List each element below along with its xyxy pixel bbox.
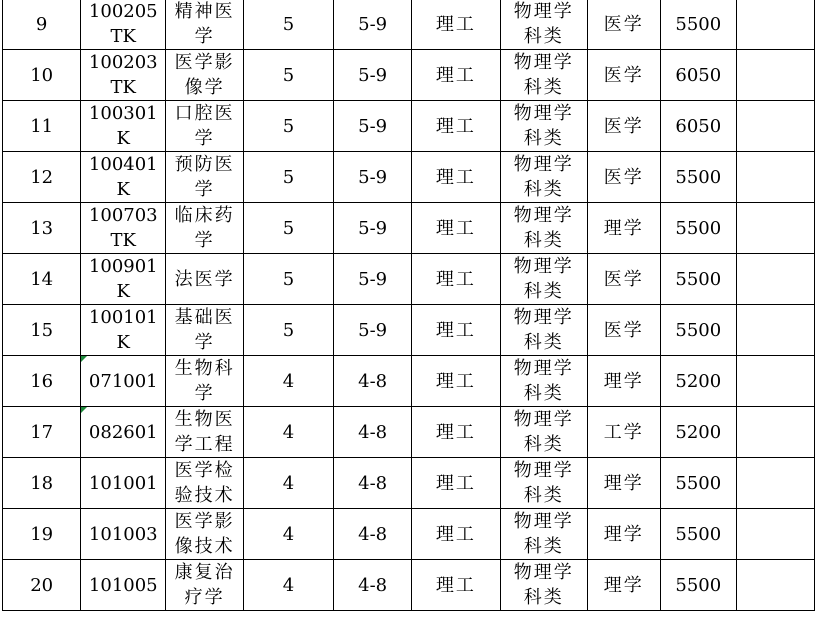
row-number-cell <box>3 203 81 254</box>
tuition-cell <box>660 101 736 152</box>
study-range-cell <box>333 0 411 50</box>
category-cell <box>412 560 500 611</box>
study-range-cell <box>333 458 411 509</box>
study-range-text: 4-8 <box>358 574 388 596</box>
major-code-cell <box>81 203 166 254</box>
degree-cell <box>587 152 660 203</box>
study-range-cell <box>333 356 411 407</box>
table-row <box>3 50 815 101</box>
major-name-cell <box>166 254 244 305</box>
major-name-text: 基础医学 <box>174 307 235 353</box>
study-years-text: 4 <box>282 472 295 494</box>
row-number-cell <box>3 305 81 356</box>
category-text: 理工 <box>435 13 476 35</box>
tuition-cell <box>660 458 736 509</box>
study-years-text: 4 <box>282 421 295 443</box>
major-code-cell <box>81 0 166 50</box>
category-cell <box>412 509 500 560</box>
subject-req-cell <box>500 560 587 611</box>
major-code-cell <box>81 152 166 203</box>
tuition-cell <box>660 560 736 611</box>
study-range-cell <box>333 152 411 203</box>
major-code-cell <box>81 254 166 305</box>
row-number-cell <box>3 407 81 458</box>
table-row <box>3 305 815 356</box>
subject-req-cell <box>500 356 587 407</box>
category-text: 理工 <box>435 370 476 392</box>
table-row <box>3 407 815 458</box>
degree-text: 理学 <box>603 370 644 392</box>
subject-req-text: 物理学科类 <box>513 103 574 149</box>
subject-req-text: 物理学科类 <box>513 1 574 47</box>
major-code-text: 100401K <box>88 154 158 200</box>
tuition-text: 5200 <box>675 370 722 392</box>
row-number-text: 10 <box>30 64 54 86</box>
row-number-cell <box>3 254 81 305</box>
subject-req-text: 物理学科类 <box>513 409 574 455</box>
major-code-cell <box>81 356 166 407</box>
study-years-text: 5 <box>282 319 295 341</box>
degree-text: 医学 <box>603 115 644 137</box>
subject-req-cell <box>500 509 587 560</box>
category-text: 理工 <box>435 574 476 596</box>
major-name-text: 精神医学 <box>174 1 235 47</box>
study-years-cell <box>244 560 334 611</box>
tuition-text: 6050 <box>675 64 722 86</box>
category-cell <box>412 407 500 458</box>
study-range-text: 5-9 <box>358 268 388 290</box>
major-name-cell <box>166 152 244 203</box>
tuition-text: 5500 <box>675 319 722 341</box>
tuition-cell <box>660 203 736 254</box>
subject-req-cell <box>500 407 587 458</box>
row-number-cell <box>3 356 81 407</box>
study-years-cell <box>244 0 334 50</box>
subject-req-cell <box>500 50 587 101</box>
study-years-cell <box>244 203 334 254</box>
major-code-cell <box>81 560 166 611</box>
study-years-cell <box>244 458 334 509</box>
study-range-cell <box>333 254 411 305</box>
category-cell <box>412 203 500 254</box>
table-row <box>3 254 815 305</box>
study-range-text: 4-8 <box>358 421 388 443</box>
remarks-cell <box>736 0 814 50</box>
row-number-text: 20 <box>30 574 54 596</box>
major-code-cell <box>81 50 166 101</box>
category-text: 理工 <box>435 115 476 137</box>
subject-req-cell <box>500 254 587 305</box>
study-years-text: 4 <box>282 370 295 392</box>
degree-cell <box>587 101 660 152</box>
major-name-text: 生物医学工程 <box>174 409 235 455</box>
table-row <box>3 0 815 50</box>
degree-text: 理学 <box>603 472 644 494</box>
study-years-text: 5 <box>282 13 295 35</box>
subject-req-cell <box>500 458 587 509</box>
major-code-text: 100203TK <box>88 52 158 98</box>
major-code-text: 071001 <box>88 370 158 392</box>
study-years-cell <box>244 356 334 407</box>
major-name-cell <box>166 407 244 458</box>
remarks-cell <box>736 509 814 560</box>
remarks-cell <box>736 560 814 611</box>
row-number-text: 11 <box>30 115 54 137</box>
tuition-cell <box>660 50 736 101</box>
study-years-text: 5 <box>282 64 295 86</box>
major-name-cell <box>166 101 244 152</box>
major-code-text: 101005 <box>88 574 158 596</box>
major-name-cell <box>166 560 244 611</box>
category-cell <box>412 458 500 509</box>
study-range-cell <box>333 203 411 254</box>
remarks-cell <box>736 152 814 203</box>
tuition-cell <box>660 305 736 356</box>
degree-cell <box>587 0 660 50</box>
remarks-cell <box>736 305 814 356</box>
study-years-cell <box>244 101 334 152</box>
study-range-text: 5-9 <box>358 319 388 341</box>
major-name-cell <box>166 0 244 50</box>
table-row <box>3 560 815 611</box>
study-years-cell <box>244 254 334 305</box>
major-code-text: 082601 <box>88 421 158 443</box>
tuition-cell <box>660 356 736 407</box>
major-name-text: 生物科学 <box>174 358 235 404</box>
subject-req-text: 物理学科类 <box>513 511 574 557</box>
major-code-text: 100301K <box>88 103 158 149</box>
subject-req-cell <box>500 305 587 356</box>
major-name-text: 预防医学 <box>174 154 235 200</box>
study-range-text: 4-8 <box>358 523 388 545</box>
degree-text: 工学 <box>603 421 644 443</box>
study-range-text: 4-8 <box>358 472 388 494</box>
major-name-text: 康复治疗学 <box>174 562 235 608</box>
study-years-cell <box>244 152 334 203</box>
degree-cell <box>587 560 660 611</box>
degree-text: 医学 <box>603 268 644 290</box>
category-cell <box>412 152 500 203</box>
study-years-cell <box>244 305 334 356</box>
major-name-text: 临床药学 <box>174 205 235 251</box>
study-range-cell <box>333 50 411 101</box>
tuition-text: 6050 <box>675 115 722 137</box>
degree-cell <box>587 254 660 305</box>
remarks-cell <box>736 458 814 509</box>
subject-req-cell <box>500 101 587 152</box>
subject-req-text: 物理学科类 <box>513 460 574 506</box>
category-text: 理工 <box>435 319 476 341</box>
degree-cell <box>587 305 660 356</box>
row-number-cell <box>3 0 81 50</box>
major-name-cell <box>166 458 244 509</box>
major-name-text: 医学影像技术 <box>174 511 235 557</box>
study-years-text: 4 <box>282 523 295 545</box>
study-years-cell <box>244 407 334 458</box>
study-years-cell <box>244 509 334 560</box>
major-name-cell <box>166 509 244 560</box>
degree-cell <box>587 458 660 509</box>
tuition-cell <box>660 407 736 458</box>
subject-req-cell <box>500 203 587 254</box>
major-code-text: 100101K <box>88 307 158 353</box>
major-code-text: 101003 <box>88 523 158 545</box>
degree-cell <box>587 203 660 254</box>
table-row <box>3 203 815 254</box>
category-text: 理工 <box>435 421 476 443</box>
major-code-cell <box>81 305 166 356</box>
category-text: 理工 <box>435 166 476 188</box>
study-range-text: 4-8 <box>358 370 388 392</box>
degree-text: 理学 <box>603 574 644 596</box>
row-number-text: 14 <box>30 268 54 290</box>
cell-marker-icon <box>81 407 87 413</box>
major-name-cell <box>166 203 244 254</box>
category-text: 理工 <box>435 217 476 239</box>
subject-req-cell <box>500 152 587 203</box>
remarks-cell <box>736 50 814 101</box>
major-code-text: 100901K <box>88 256 158 302</box>
row-number-cell <box>3 152 81 203</box>
study-range-cell <box>333 305 411 356</box>
remarks-cell <box>736 254 814 305</box>
category-cell <box>412 254 500 305</box>
degree-text: 理学 <box>603 217 644 239</box>
category-cell <box>412 356 500 407</box>
study-range-text: 5-9 <box>358 166 388 188</box>
degree-cell <box>587 509 660 560</box>
subject-req-text: 物理学科类 <box>513 307 574 353</box>
row-number-cell <box>3 50 81 101</box>
subject-req-cell <box>500 0 587 50</box>
study-range-cell <box>333 509 411 560</box>
major-code-cell <box>81 407 166 458</box>
study-range-text: 5-9 <box>358 115 388 137</box>
tuition-text: 5500 <box>675 13 722 35</box>
study-range-cell <box>333 407 411 458</box>
major-name-text: 医学检验技术 <box>174 460 235 506</box>
tuition-text: 5500 <box>675 166 722 188</box>
subject-req-text: 物理学科类 <box>513 358 574 404</box>
tuition-text: 5500 <box>675 523 722 545</box>
subject-req-text: 物理学科类 <box>513 52 574 98</box>
tuition-cell <box>660 509 736 560</box>
remarks-cell <box>736 407 814 458</box>
row-number-text: 17 <box>30 421 54 443</box>
tuition-text: 5200 <box>675 421 722 443</box>
major-code-cell <box>81 101 166 152</box>
study-range-text: 5-9 <box>358 217 388 239</box>
study-range-cell <box>333 560 411 611</box>
degree-text: 医学 <box>603 166 644 188</box>
study-years-text: 5 <box>282 166 295 188</box>
table-row <box>3 152 815 203</box>
tuition-cell <box>660 152 736 203</box>
table-row <box>3 458 815 509</box>
study-years-text: 4 <box>282 574 295 596</box>
category-text: 理工 <box>435 523 476 545</box>
table-row <box>3 101 815 152</box>
remarks-cell <box>736 101 814 152</box>
study-years-cell <box>244 50 334 101</box>
cell-marker-icon <box>81 356 87 362</box>
tuition-cell <box>660 254 736 305</box>
major-code-text: 100703TK <box>88 205 158 251</box>
row-number-text: 18 <box>30 472 54 494</box>
study-years-text: 5 <box>282 115 295 137</box>
subject-req-text: 物理学科类 <box>513 205 574 251</box>
subject-req-text: 物理学科类 <box>513 154 574 200</box>
category-text: 理工 <box>435 268 476 290</box>
row-number-text: 13 <box>30 217 54 239</box>
row-number-cell <box>3 101 81 152</box>
study-range-text: 5-9 <box>358 64 388 86</box>
study-years-text: 5 <box>282 268 295 290</box>
row-number-text: 12 <box>30 166 54 188</box>
subject-req-text: 物理学科类 <box>513 256 574 302</box>
tuition-text: 5500 <box>675 268 722 290</box>
major-name-text: 医学影像学 <box>174 52 235 98</box>
row-number-text: 16 <box>30 370 54 392</box>
degree-text: 理学 <box>603 523 644 545</box>
category-cell <box>412 50 500 101</box>
major-code-text: 101001 <box>88 472 158 494</box>
table-row <box>3 356 815 407</box>
tuition-cell <box>660 0 736 50</box>
row-number-cell <box>3 509 81 560</box>
tuition-text: 5500 <box>675 217 722 239</box>
row-number-text: 19 <box>30 523 54 545</box>
major-code-text: 100205TK <box>88 1 158 47</box>
major-name-cell <box>166 50 244 101</box>
row-number-cell <box>3 560 81 611</box>
tuition-text: 5500 <box>675 472 722 494</box>
major-name-text: 口腔医学 <box>174 103 235 149</box>
study-range-cell <box>333 101 411 152</box>
tuition-text: 5500 <box>675 574 722 596</box>
study-years-text: 5 <box>282 217 295 239</box>
category-cell <box>412 0 500 50</box>
table-row <box>3 509 815 560</box>
degree-text: 医学 <box>603 319 644 341</box>
category-cell <box>412 305 500 356</box>
degree-cell <box>587 356 660 407</box>
row-number-cell <box>3 458 81 509</box>
row-number-text: 15 <box>30 319 54 341</box>
major-table <box>2 0 815 611</box>
row-number-text: 9 <box>35 13 48 35</box>
degree-text: 医学 <box>603 13 644 35</box>
degree-cell <box>587 50 660 101</box>
category-text: 理工 <box>435 472 476 494</box>
table-body <box>3 0 815 611</box>
major-code-cell <box>81 509 166 560</box>
degree-cell <box>587 407 660 458</box>
major-name-text: 法医学 <box>174 268 235 290</box>
subject-req-text: 物理学科类 <box>513 562 574 608</box>
category-cell <box>412 101 500 152</box>
remarks-cell <box>736 203 814 254</box>
study-range-text: 5-9 <box>358 13 388 35</box>
major-name-cell <box>166 356 244 407</box>
remarks-cell <box>736 356 814 407</box>
category-text: 理工 <box>435 64 476 86</box>
major-code-cell <box>81 458 166 509</box>
major-name-cell <box>166 305 244 356</box>
degree-text: 医学 <box>603 64 644 86</box>
